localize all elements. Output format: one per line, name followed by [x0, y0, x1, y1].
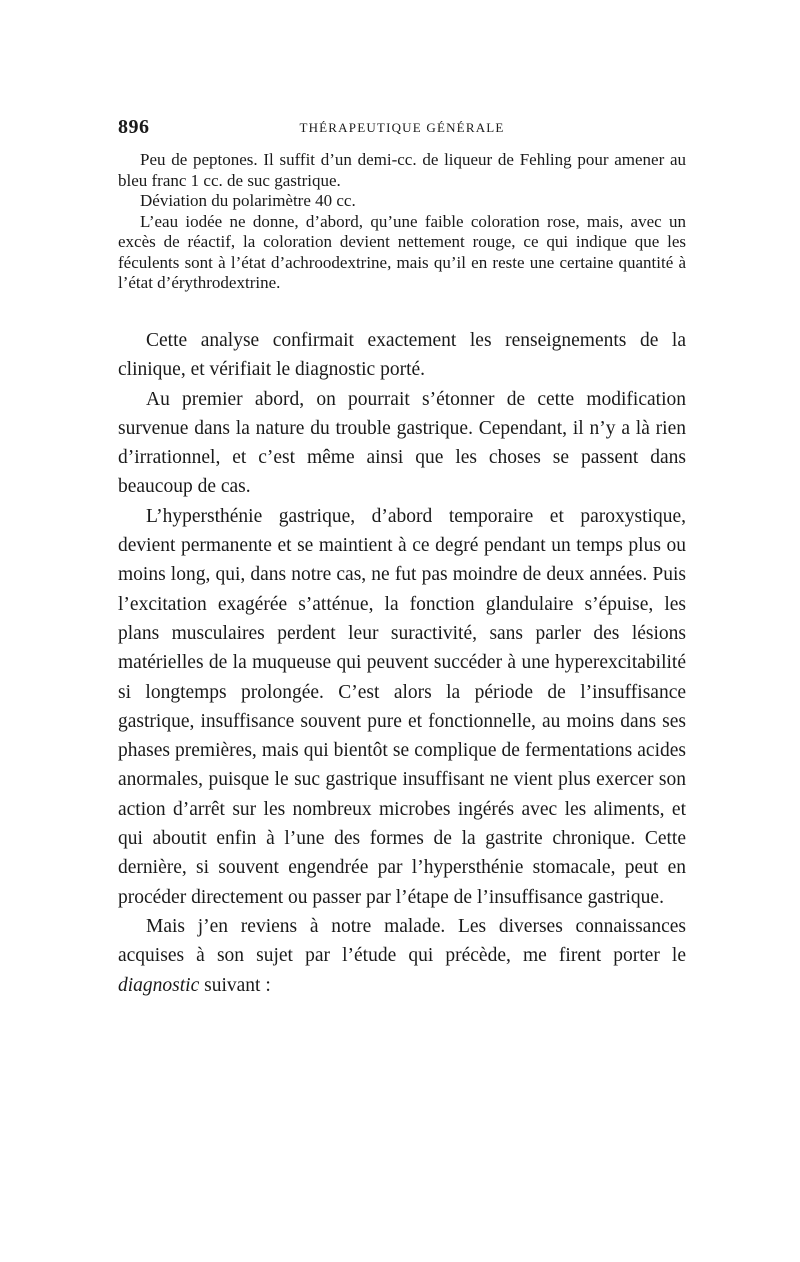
closing-text-before: Mais j’en reviens à notre malade. Les diverses connaissances acquises à son sujet par l’étude qui précède, me firent porter le: [118, 915, 686, 967]
main-text: [118, 326, 686, 1000]
closing-emphasis: diagnostic: [118, 974, 200, 996]
running-title: THÉRAPEUTIQUE GÉNÉRALE: [299, 120, 505, 135]
page-number: 896: [118, 116, 150, 138]
closing-text-after: suivant :: [199, 974, 271, 996]
paragraph-closing: [118, 912, 686, 1000]
paragraph-hypersthenia: L’hypersthénie gastrique, d’abord temporaire et paroxystique, devient permanente et se maintient à ce degré pendant un temps plus ou moins long, qui, dans notre cas, ne fut pas moindre de deux années. Puis l’excitation exagérée s’atténue, la fonction glandulaire s’épuise, les plans musculaires perdent leur suractivité, sans parler des lésions matérielles de la muqueuse qui peuvent succéder à une hyperexcitabilité si longtemps prolongée. C’est alors la période de l’insuffisance gastrique, insuffisance souvent pure et fonctionnelle, au moins dans ses phases premières, mais qui bientôt se complique de fermentations acides anormales, puisque le suc gastrique insuffisant ne vient plus exercer son action d’arrêt sur les nombreux microbes ingérés avec les aliments, et qui aboutit enfin à l’une des formes de la gastrite chronique. Cette dernière, si souvent engendrée par l’hypersthénie stomacale, peut en procéder directement ou passer par l’étape de l’insuffisance gastrique.: [118, 505, 686, 908]
running-head: [118, 116, 686, 140]
paragraph-first-look: Au premier abord, on pourrait s’étonner de cette modification survenue dans la nature du trouble gastrique. Cependant, il n’y a là rien d’irrationnel, et c’est même ainsi que les choses se passent dans beaucoup de cas.: [118, 388, 686, 498]
analysis-notes: [118, 150, 686, 294]
note-iodine: L’eau iodée ne donne, d’abord, qu’une faible coloration rose, mais, avec un excès de réactif, la coloration devient nettement rouge, ce qui indique que les féculents sont à l’état d’achroodextrine, mais qu’il en reste une certaine quantité à l’état d’érythrodextrine.: [118, 211, 686, 292]
note-polarimeter: Déviation du polarimètre 40 cc.: [140, 191, 356, 210]
paragraph-analysis: Cette analyse confirmait exactement les renseignements de la clinique, et vérifiait le diagnostic porté.: [118, 330, 686, 381]
note-peptones: Peu de peptones. Il suffit d’un demi-cc. de liqueur de Fehling pour amener au bleu franc 1 cc. de suc gastrique.: [118, 150, 686, 190]
